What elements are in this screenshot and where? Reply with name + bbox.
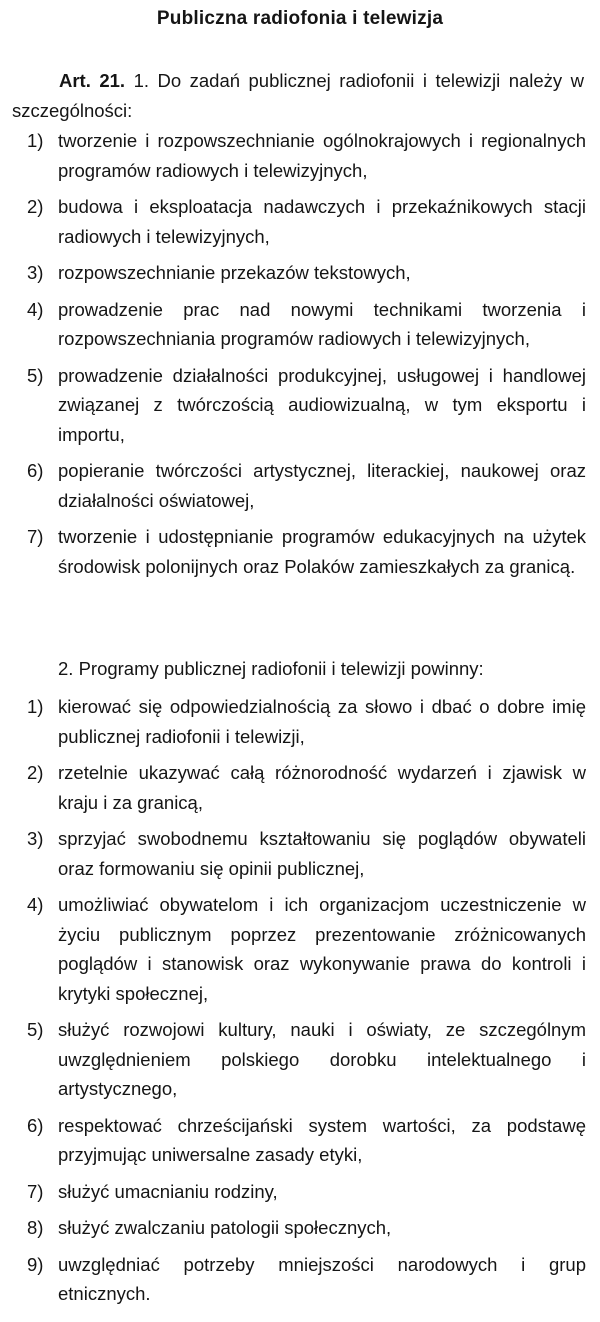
list-item [12,824,586,883]
list-item-number: 4) [27,298,44,320]
list-item-number: 7) [27,526,44,547]
list-item-number: 7) [27,1180,44,1202]
list-item-number: 6) [27,1114,44,1136]
paragraph-2-intro: 2. Programy publicznej radiofonii i telewizji powinny: [58,658,484,679]
list-item-text: uwzględniać potrzeby mniejszości narodowych i grup etnicznych. [58,1253,586,1304]
list-item-number: 1) [27,696,44,717]
list-item-number: 8) [27,1217,44,1238]
list-item [12,1015,586,1104]
list-item [12,1250,586,1309]
list-item-number: 3) [27,262,44,283]
section-heading: Publiczna radiofonia i telewizja [156,8,444,29]
list-item-text: tworzenie i rozpowszechnianie ogólnokrajowych i regionalnych programów radiowych i telewizyjnych, [58,130,586,181]
program-requirements-list [12,692,586,1316]
list-item [12,1177,586,1207]
list-item [12,456,586,515]
list-item [12,758,586,817]
list-item-number: 5) [27,1019,44,1040]
list-item-number: 2) [27,762,44,783]
list-item-text: służyć zwalczaniu patologii społecznych, [58,1217,392,1238]
list-item-number: 4) [27,894,44,915]
list-item-number: 6) [27,460,44,481]
list-item [12,522,586,581]
list-item [12,692,586,751]
list-item [12,361,586,450]
list-item-number: 9) [27,1253,44,1275]
list-item [12,1213,586,1243]
list-item-text: rzetelnie ukazywać całą różnorodność wydarzeń i zjawisk w kraju i za granicą, [58,762,586,813]
list-item [12,126,586,185]
list-item-number: 5) [27,364,44,386]
list-item [12,890,586,1008]
article-intro-text: 1. Do zadań publicznej radiofonii i telewizji należy w szczególności: [12,70,585,121]
list-item-text: budowa i eksploatacja nadawczych i przekaźnikowych stacji radiowych i telewizyjnych, [58,196,586,247]
list-item-text: prowadzenie działalności produkcyjnej, usługowej i handlowej związanej z twórczością audiowizualną, w tym eksportu i importu, [58,364,586,445]
list-item-text: służyć umacnianiu rodziny, [58,1180,278,1202]
list-item-text: sprzyjać swobodnemu kształtowaniu się poglądów obywateli oraz formowaniu się opinii publicznej, [58,828,586,879]
list-item [12,258,586,288]
list-item-text: umożliwiać obywatelom i ich organizacjom uczestniczenie w życiu publicznym poprzez prezentowanie zróżnicowanych poglądów i stanowisk oraz wykonywanie prawa do kontroli i krytyki społecznej, [58,894,586,1004]
list-item-text: popieranie twórczości artystycznej, literackiej, naukowej oraz działalności oświatowej, [58,460,586,511]
list-item-text: służyć rozwojowi kultury, nauki i oświaty, ze szczególnym uwzględnieniem polskiego dorobku intelektualnego i artystycznego, [58,1019,586,1099]
list-item-number: 3) [27,828,44,849]
article-label: Art. 21. [59,70,126,91]
list-item-text: rozpowszechnianie przekazów tekstowych, [58,262,411,283]
list-item-text: respektować chrześcijański system wartości, za podstawę przyjmując uniwersalne zasady etyki, [58,1114,586,1165]
article-intro [12,66,584,126]
list-item-number: 1) [27,130,44,151]
list-item [12,192,586,251]
list-item-text: tworzenie i udostępnianie programów edukacyjnych na użytek środowisk polonijnych oraz Polaków zamieszkałych za granicą. [58,526,586,577]
list-item-number: 2) [27,196,44,217]
list-item-text: prowadzenie prac nad nowymi technikami tworzenia i rozpowszechniania programów radiowych i telewizyjnych, [58,298,586,349]
list-item [12,1111,586,1170]
task-list [12,126,586,588]
list-item-text: kierować się odpowiedzialnością za słowo i dbać o dobre imię publicznej radiofonii i telewizji, [58,696,586,747]
list-item [12,295,586,354]
